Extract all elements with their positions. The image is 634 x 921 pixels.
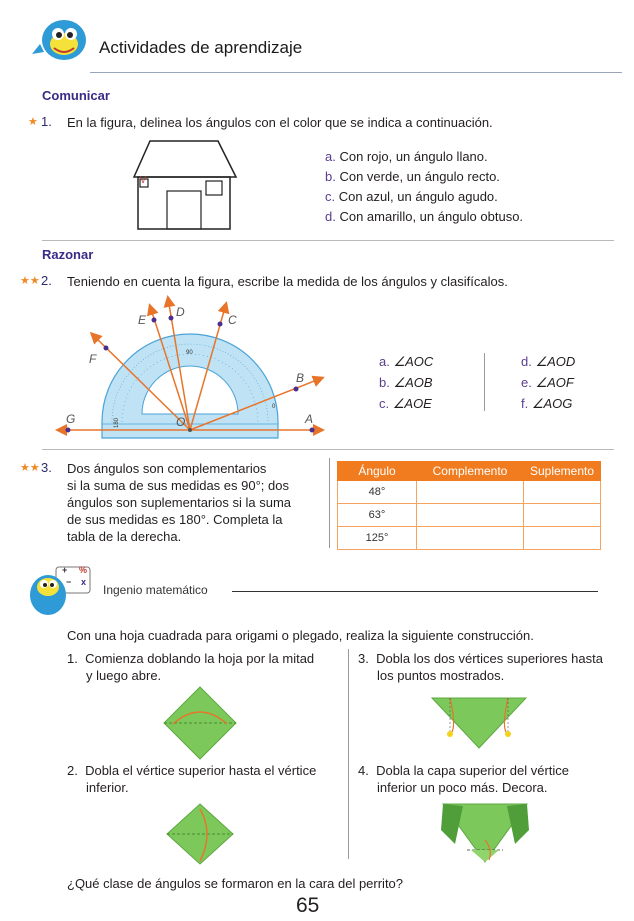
origami-step2-figure (166, 803, 234, 865)
math-sign: x (81, 577, 87, 587)
column-header: Suplemento (524, 462, 601, 481)
table-cell-angle: 63° (338, 504, 417, 527)
list-item: a. ∠AOC (379, 354, 434, 369)
column-header: Ángulo (338, 462, 417, 481)
step-1: 1. Comienza doblando la hoja por la mitad y luego abre. (67, 651, 315, 683)
exercise-number: 1. (41, 114, 52, 129)
table-cell-blank[interactable] (524, 527, 601, 550)
list-item: c. ∠AOE (379, 396, 432, 411)
exercise-number: 2. (41, 273, 52, 288)
mascot-icon (30, 14, 92, 66)
math-sign: + (62, 565, 68, 575)
final-question: ¿Qué clase de ángulos se formaron en la cara del perrito? (67, 876, 404, 891)
page-number: 65 (296, 894, 320, 917)
exercise-instruction: Teniendo en cuenta la figura, escribe la medida de los ángulos y clasifícalos. (67, 274, 508, 289)
point-label: B (296, 371, 305, 385)
point-label: D (176, 305, 185, 319)
list-divider (484, 353, 485, 411)
table-cell-blank[interactable] (417, 481, 524, 504)
step-2: 2. Dobla el vértice superior hasta el vértice inferior. (67, 763, 317, 795)
difficulty-star-icon: ★ (28, 116, 38, 128)
column-divider (348, 649, 349, 859)
page-title: Actividades de aprendizaje (99, 38, 303, 57)
table-cell-blank[interactable] (417, 504, 524, 527)
point-label: C (228, 313, 237, 327)
origami-step1-figure (163, 686, 237, 760)
origami-step3-figure (430, 688, 528, 752)
house-vertex-label: V (140, 175, 147, 185)
table-row (338, 504, 601, 527)
table-row (338, 481, 601, 504)
ingenio-intro: Con una hoja cuadrada para origami o plegado, realiza la siguiente construcción. (67, 628, 534, 643)
exercise-instruction: En la figura, delinea los ángulos con el color que se indica a continuación. (67, 115, 493, 130)
column-header: Complemento (417, 462, 524, 481)
math-sign: − (66, 577, 72, 587)
point-label: E (138, 313, 147, 327)
protractor-tick-label: 0 (272, 404, 276, 410)
ex2-list-right (521, 353, 575, 412)
table-left-border (329, 458, 330, 548)
list-item: c. Con azul, un ángulo agudo. (325, 189, 498, 204)
angles-table (337, 461, 601, 550)
ex2-list-left (379, 353, 433, 412)
list-item: b. ∠AOB (379, 375, 433, 390)
section-divider (42, 449, 614, 450)
ingenio-divider (232, 591, 598, 592)
table-cell-angle: 125° (338, 527, 417, 550)
list-item: f. ∠AOG (521, 396, 573, 411)
list-item: e. ∠AOF (521, 375, 574, 390)
table-header-row (338, 462, 601, 481)
origami-step4-figure (437, 800, 533, 868)
point-label: O (176, 415, 186, 429)
house-figure (128, 139, 240, 231)
point-label: A (305, 412, 314, 426)
list-item: d. Con amarillo, un ángulo obtuso. (325, 209, 524, 224)
header-divider (90, 72, 622, 73)
ingenio-title: Ingenio matemático (103, 583, 208, 597)
protractor-tick-label: 90 (186, 350, 193, 356)
table-cell-blank[interactable] (524, 504, 601, 527)
table-cell-blank[interactable] (417, 527, 524, 550)
section-title-razonar: Razonar (42, 247, 94, 262)
difficulty-star-icon: ★★ (20, 275, 40, 287)
point-label: F (89, 352, 97, 366)
table-row (338, 527, 601, 550)
table-cell-angle: 48° (338, 481, 417, 504)
step-4: 4. Dobla la capa superior del vértice inferior un poco más. Decora. (358, 763, 570, 795)
point-label: G (66, 412, 76, 426)
protractor-figure (50, 290, 340, 450)
ex1-list (325, 148, 523, 225)
step-3: 3. Dobla los dos vértices superiores hasta los puntos mostrados. (358, 651, 603, 683)
list-item: b. Con verde, un ángulo recto. (325, 169, 500, 184)
math-sign: % (79, 565, 88, 575)
list-item: a. Con rojo, un ángulo llano. (325, 149, 488, 164)
difficulty-star-icon: ★★ (20, 462, 40, 474)
exercise-text: Dos ángulos son complementarios si la suma de sus medidas es 90°; dos ángulos son suplementarios si la suma de sus medidas es 180°. Completa la tabla de la derecha. (67, 461, 292, 544)
protractor-tick-label: 180 (114, 417, 121, 429)
exercise-number: 3. (41, 460, 52, 475)
section-divider (42, 240, 614, 241)
list-item: d. ∠AOD (521, 354, 576, 369)
section-title-comunicar: Comunicar (42, 88, 110, 103)
table-cell-blank[interactable] (524, 481, 601, 504)
